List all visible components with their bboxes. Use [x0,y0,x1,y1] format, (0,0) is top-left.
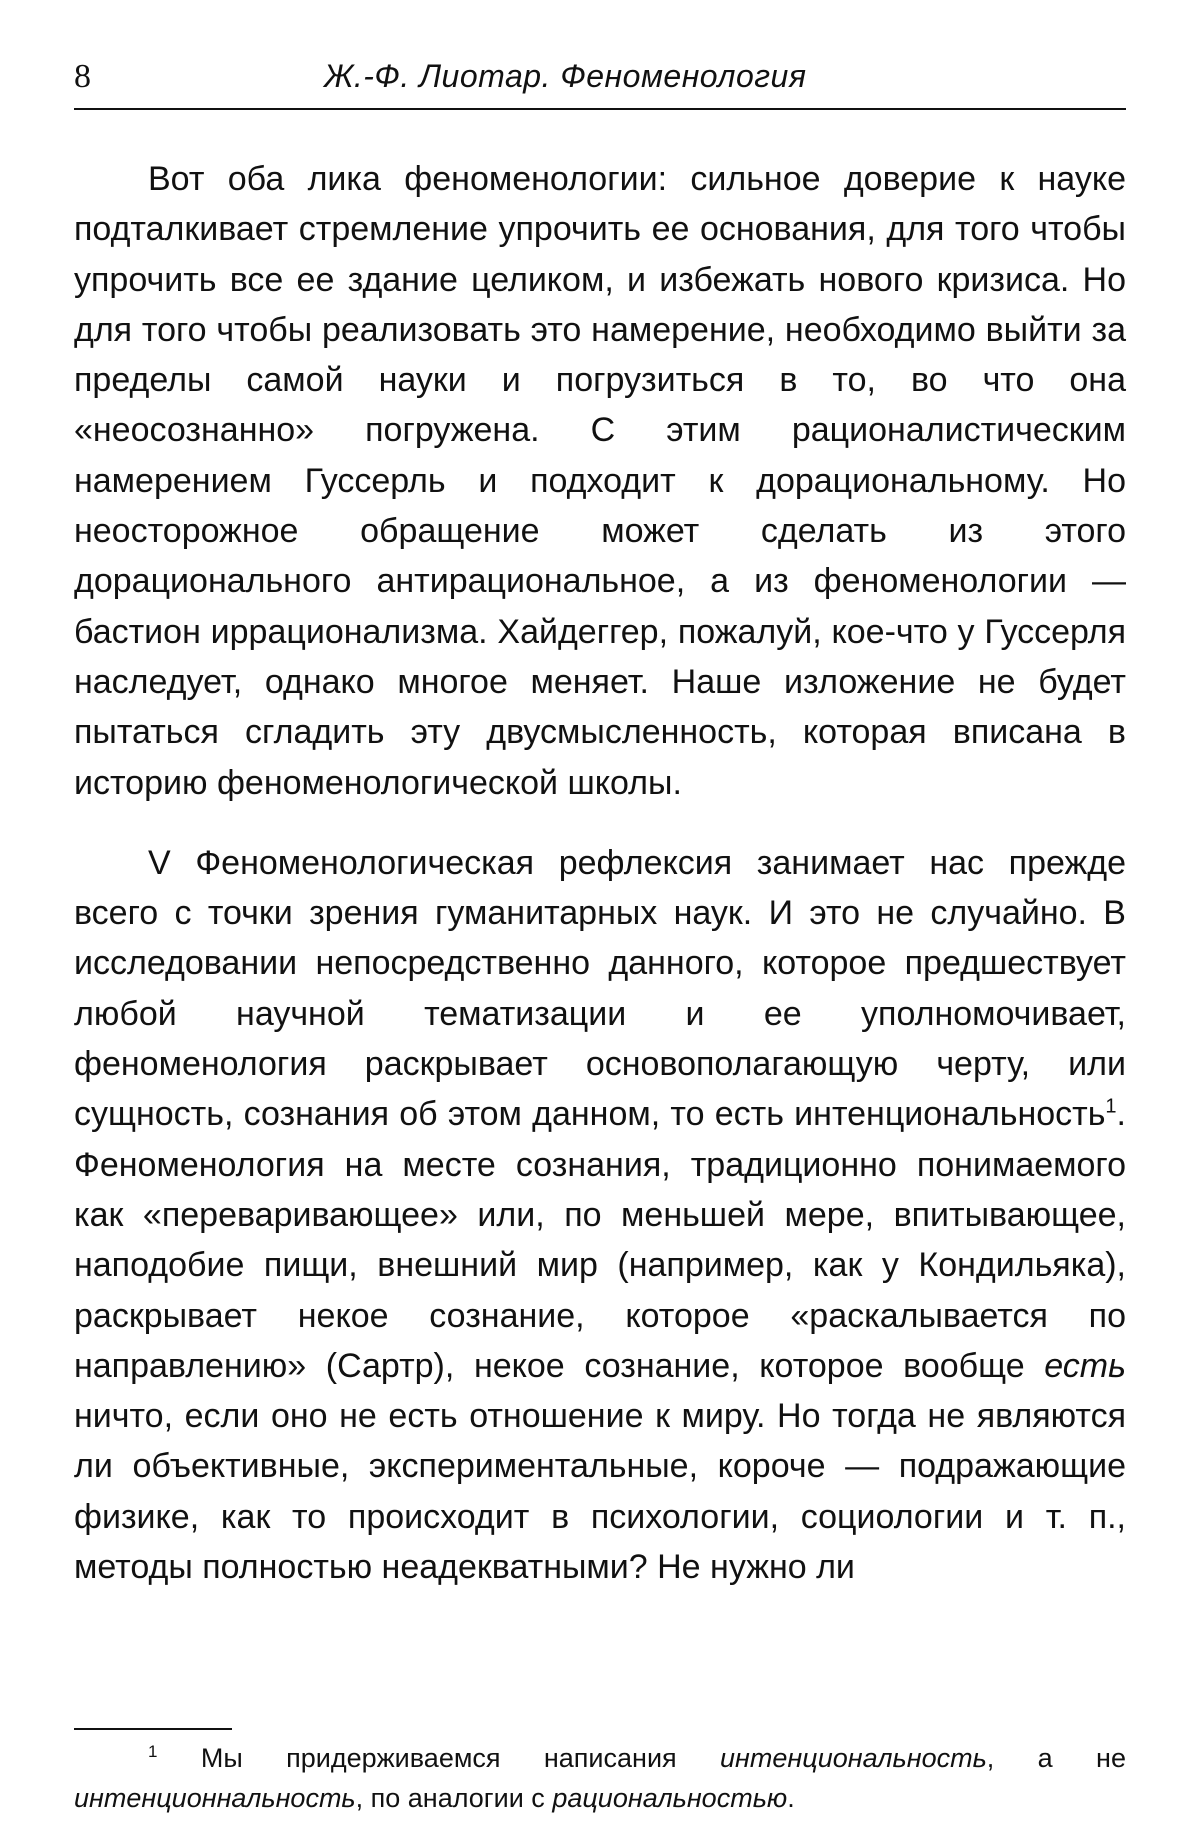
footnote-reference[interactable]: 1 [1105,1096,1117,1119]
footnote-text-b: , а не [986,1743,1126,1773]
paragraph-1-text: Вот оба лика феноменологии: сильное доверие к науке подталкивает стремление упрочить ее основания, для того чтобы упрочить все ее здание целиком, и избежать нового кризиса. Но для того чтобы реализовать это намерение, необходимо выйти за пределы самой науки и погрузиться в то, во что она «неосознанно» погружена. С этим рационалистическим намерением Гуссерль и подходит к дорациональному. Но неосторожное обращение может сделать из этого дорационального антирациональное, а из феноменологии — бастион иррационализма. Хайдеггер, пожалуй, кое-что у Гуссерля наследует, однако многое меняет. Наше изложение не будет пытаться сгладить эту двусмысленность, которая вписана в историю феноменологической школы. [74,160,1126,802]
footnote-divider [74,1728,232,1730]
paragraph-2 [74,838,1126,1592]
page-number: 8 [74,58,91,95]
paragraph-2-text-a: V Феноменологическая рефлексия занимает нас прежде всего с точки зрения гуманитарных наук. И это не случайно. В исследовании непосредственно данного, которое предшествует любой научной тематизации и ее уполномочивает, феноменология раскрывает основополагающую черту, или сущность, сознания об этом данном, то есть интенциональность [74,843,1126,1134]
footnote-marker: 1 [148,1742,158,1761]
running-head [74,56,1126,110]
footnote-term-3: рациональностью [552,1783,788,1813]
footnote [74,1738,1126,1818]
emphasis-est: есть [1044,1346,1126,1385]
running-title: Ж.-Ф. Лиотар. Феноменология [324,58,807,94]
footnote-text-a: Мы придерживаемся написания [157,1743,721,1773]
body-text [74,154,1126,1592]
footnote-term-1: интенциональность [720,1743,987,1773]
paragraph-1 [74,154,1126,808]
book-page [74,56,1126,1813]
footnote-text-d: . [787,1783,795,1813]
footnote-term-2: интенционнальность [74,1783,356,1813]
paragraph-2-text-c: ничто, если оно не есть отношение к миру. Но тогда не являются ли объективные, экспериментальные, короче — подражающие физике, как то происходит в психологии, социологии и т. п., методы полностью неадекватными? Не нужно ли [74,1397,1126,1587]
footnote-text-c: , по аналогии с [355,1783,553,1813]
paragraph-2-text-b: . Феноменология на месте сознания, традиционно понимаемого как «переваривающее» или, по меньшей мере, впитывающее, наподобие пищи, внешний мир (например, как у Кондильяка), раскрывает некое сознание, которое «раскалывается по направлению» (Сартр), некое сознание, которое вообще [74,1095,1126,1385]
